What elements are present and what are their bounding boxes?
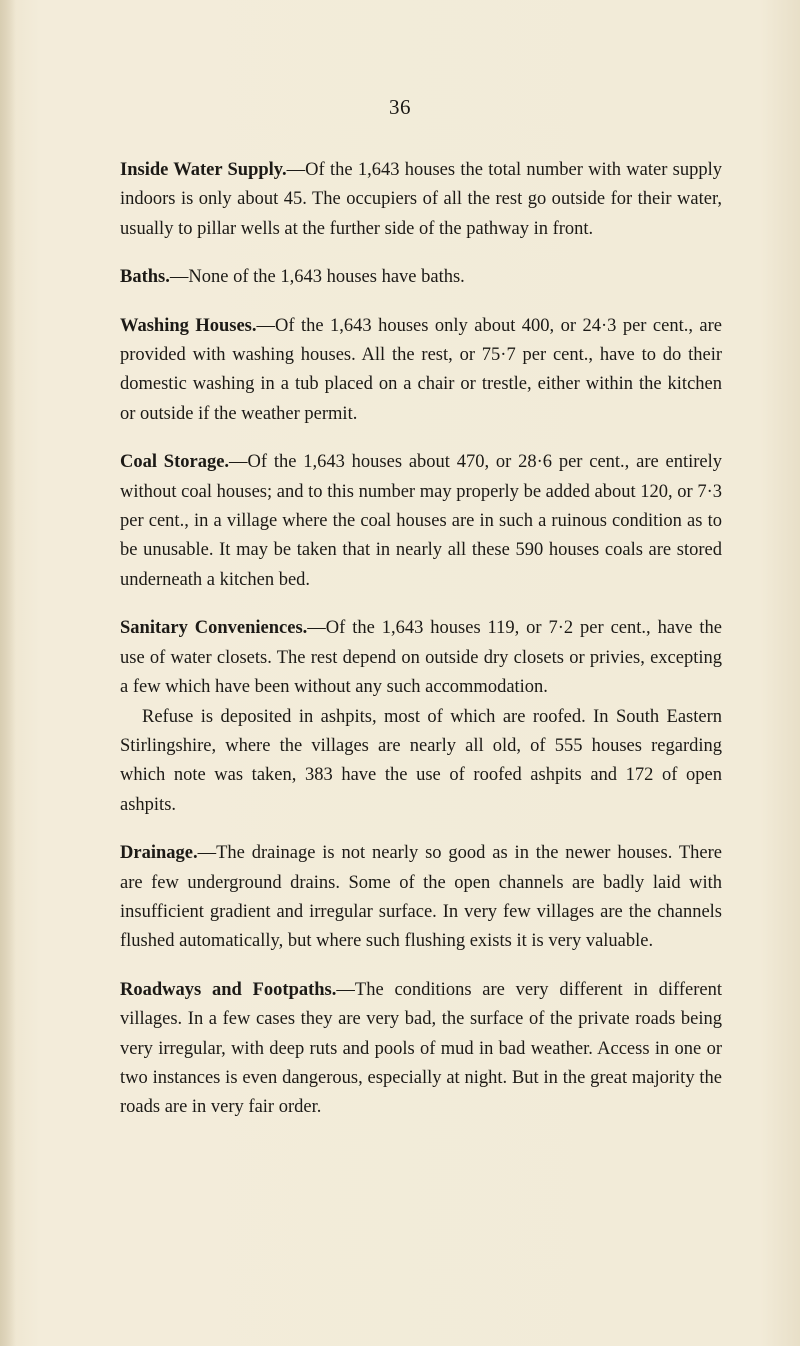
section-text: —Of the 1,643 houses about 470, or 28·6 per cent., are entirely without coal houses; and to this number may properly be added about 120, or 7·3 per cent., in a village where the coal houses are in such a ruinous condition as to be unusable. It may be taken that in nearly all these 590 houses coals are stored underneath a kitchen bed. bbox=[120, 452, 722, 590]
section-text: —Of the 1,643 houses only about 400, or 24·3 per cent., are provided with washing houses. All the rest, or 75·7 per cent., have to do their domestic washing in a tub placed on a chair or trestle, either within the kitchen or outside if the weather permit. bbox=[120, 315, 723, 424]
section-coal-storage bbox=[120, 448, 722, 595]
section-washing-houses bbox=[120, 312, 722, 430]
section-heading: Drainage. bbox=[120, 843, 198, 864]
section-heading: Roadways and Footpaths. bbox=[120, 979, 337, 1000]
section-text: —The drainage is not nearly so good as in the newer houses. There are few underground drains. Some of the open channels are badly laid with insufficient gradient and irregular surface. In very few villages are the channels flushed automatically, but where such flushing exists it is very valuable. bbox=[120, 843, 722, 952]
paragraph-roadways-footpaths bbox=[120, 976, 722, 1123]
section-inside-water-supply bbox=[120, 156, 722, 244]
paragraph-inside-water-supply bbox=[120, 156, 722, 244]
section-baths bbox=[120, 263, 722, 292]
page-gutter bbox=[0, 0, 16, 1346]
paragraph-coal-storage bbox=[120, 448, 722, 595]
section-text: —Of the 1,643 houses the total number with water supply indoors is only about 45. The occupiers of all the rest go outside for their water, usually to pillar wells at the further side of the pathway in front. bbox=[120, 160, 723, 239]
section-text: —Of the 1,643 houses 119, or 7·2 per cent., have the use of water closets. The rest depend on outside dry closets or privies, excepting a few which have been without any such accommodation. bbox=[120, 618, 723, 698]
section-heading: Washing Houses. bbox=[120, 315, 257, 336]
paragraph-sanitary-conveniences bbox=[120, 614, 722, 702]
page-body bbox=[120, 156, 722, 1142]
paragraph-baths bbox=[120, 263, 722, 292]
section-heading: Coal Storage. bbox=[120, 452, 230, 473]
paragraph-refuse: Refuse is deposited in ashpits, most of which are roofed. In South Eastern Stirlingshire, where the villages are nearly all old, of 555 houses regarding which note was taken, 383 have the use of roofed ashpits and 172 of open ashpits. bbox=[120, 706, 722, 815]
section-heading: Baths. bbox=[120, 267, 170, 288]
section-sanitary-conveniences bbox=[120, 614, 722, 820]
paragraph-washing-houses bbox=[120, 312, 722, 430]
section-drainage bbox=[120, 839, 722, 957]
paragraph-drainage bbox=[120, 839, 722, 957]
section-heading: Sanitary Conveniences. bbox=[120, 618, 308, 639]
section-text: —None of the 1,643 houses have baths. bbox=[169, 267, 465, 288]
section-heading: Inside Water Supply. bbox=[120, 160, 287, 180]
section-roadways-footpaths bbox=[120, 976, 722, 1123]
section-text: —The conditions are very different in different villages. In a few cases they are very bad, the surface of the private roads being very irregular, with deep ruts and pools of mud in bad weather. Access in one or two instances is even dangerous, especially at night. But in the great majority the roads are in very fair order. bbox=[120, 979, 722, 1118]
page-number: 36 bbox=[389, 95, 411, 119]
